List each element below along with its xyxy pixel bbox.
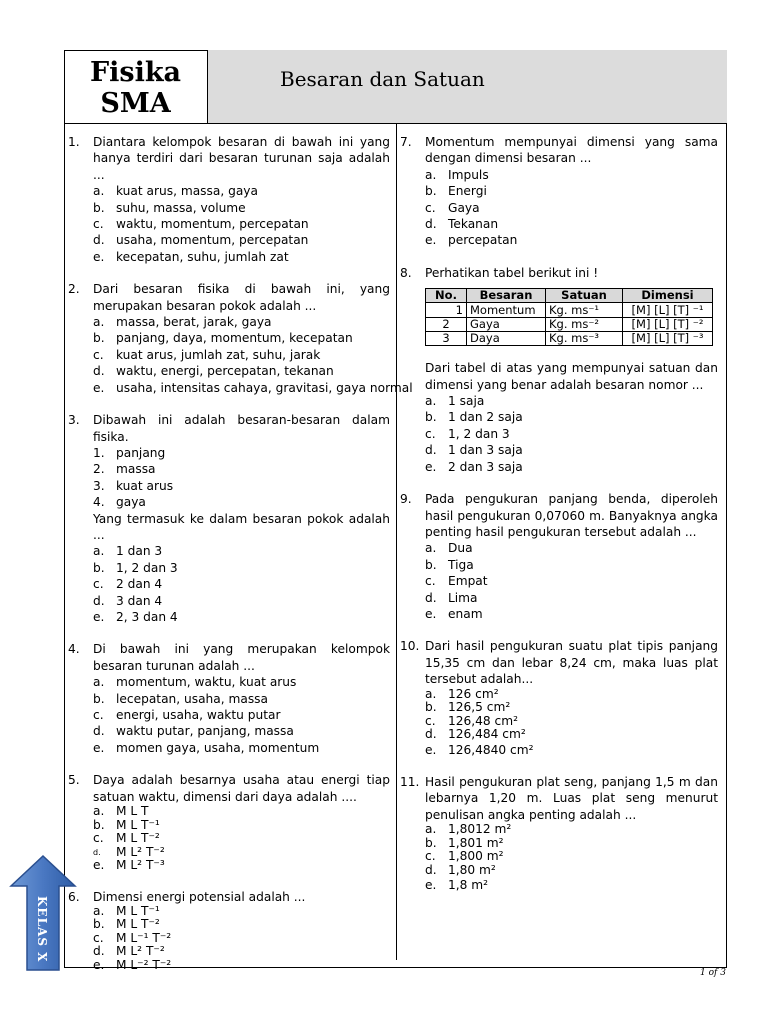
option-a: a. M L T⁻¹ [93,903,160,918]
question-stem: Dimensi energi potensial adalah ... [93,889,306,904]
question-number: 11. [400,774,420,789]
subject-title [64,50,208,124]
option-e: e. percepatan [425,233,518,248]
option-d: d. 1,80 m² [425,862,496,877]
question-11 [400,774,718,894]
option-c: c. energi, usaha, waktu putar [93,708,281,722]
table-header: Satuan [546,289,623,303]
option-d: d. M L² T⁻² [93,844,165,859]
option-b: b. M L T⁻² [93,917,160,932]
question-7 [400,134,718,249]
list-item: 3. kuat arus [93,478,174,493]
question-stem: Hasil pengukuran plat seng, panjang 1,5 m dan lebarnya 1,20 m. Luas plat seng menurut penulisan angka penting adalah ... [425,774,718,822]
option-b: b. 1,801 m² [425,835,504,850]
option-a: a. 126 cm² [425,686,499,701]
question-number: 2. [68,282,80,297]
option-e: e. 126,4840 cm² [425,742,534,757]
table-header: No. [426,289,467,303]
option-b: b. suhu, massa, volume [93,200,246,215]
option-a: a. momentum, waktu, kuat arus [93,675,297,690]
option-a: a. 1 saja [425,394,485,409]
question-stem: Momentum mempunyai dimensi yang sama dengan dimensi besaran ... [425,135,718,166]
table-row: 2 Gaya Kg. ms⁻² [M] [L] [T] ⁻² [426,318,713,332]
question-stem: Di bawah ini yang merupakan kelompok besaran turunan adalah ... [93,642,390,673]
option-c: c. M L T⁻² [93,831,160,846]
option-d: d. usaha, momentum, percepatan [93,233,309,248]
option-c: c. 1,800 m² [425,849,504,864]
question-stem-2: Yang termasuk ke dalam besaran pokok adalah ... [93,511,390,542]
question-number: 9. [400,492,412,507]
question-10 [400,638,718,758]
question-stem: Diantara kelompok besaran di bawah ini yang hanya terdiri dari besaran turunan saja adalah ... [93,135,390,182]
question-number: 10. [400,639,420,654]
question-stem: Daya adalah besarnya usaha atau energi tiap satuan waktu, dimensi dari daya adalah .... [93,773,390,804]
option-b: b. 126,5 cm² [425,700,511,715]
option-b: b. 1 dan 2 saja [425,410,523,425]
question-number: 6. [68,889,80,904]
option-d: d. M L² T⁻² [93,944,165,959]
question-3 [68,412,390,625]
list-item: 4. gaya [93,495,146,510]
question-9 [400,491,718,622]
list-item: 1. panjang [93,445,166,460]
option-d: d. 1 dan 3 saja [425,443,523,458]
option-c: c. Gaya [425,200,480,215]
question-number: 5. [68,773,80,788]
question-1 [68,134,390,265]
option-e: e. kecepatan, suhu, jumlah zat [93,249,289,264]
question-stem: Dari hasil pengukuran suatu plat tipis panjang 15,35 cm dan lebar 8,24 cm, maka luas plat tersebut adalah... [425,639,718,687]
option-b: b. Energi [425,184,487,199]
option-d: d. waktu, energi, percepatan, tekanan [93,364,334,379]
badge-text: KELAS X [35,896,49,963]
question-2 [68,281,413,396]
question-number: 4. [68,642,80,657]
option-e: e. 2, 3 dan 4 [93,609,178,624]
option-a: a. kuat arus, massa, gaya [93,184,258,199]
option-a: a. 1,8012 m² [425,822,512,837]
option-a: a. M L T [93,804,149,819]
table-header: Dimensi [623,289,713,303]
question-number: 7. [400,135,412,149]
question-number: 3. [68,413,80,428]
data-table [425,288,713,346]
option-a: a. Dua [425,541,473,556]
table-header: Besaran [467,289,546,303]
option-d: d. 126,484 cm² [425,727,526,742]
option-e: e. 1,8 m² [425,878,489,893]
option-c: c. waktu, momentum, percepatan [93,217,309,232]
option-e: e. M L⁻² T⁻² [93,957,172,972]
question-4 [68,641,390,756]
option-d: d. Lima [425,590,478,605]
table-row: 3 Daya Kg. ms⁻³ [M] [L] [T] ⁻³ [426,332,713,346]
option-c: c. 2 dan 4 [93,577,163,592]
option-b: b. panjang, daya, momentum, kecepatan [93,331,353,346]
option-a: a. massa, berat, jarak, gaya [93,315,272,330]
question-stem: Dari besaran fisika di bawah ini, yang merupakan besaran pokok adalah ... [93,282,390,313]
subject-line-2: SMA [100,88,171,119]
option-d: d. waktu putar, panjang, massa [93,724,294,739]
table-row: 1 Momentum Kg. ms⁻¹ [M] [L] [T] ⁻¹ [426,303,713,318]
kelas-badge [9,852,77,974]
option-c: c. 1, 2 dan 3 [425,426,510,441]
page-number: 1 of 3 [700,968,726,978]
right-column [400,134,718,910]
option-a: a. 1 dan 3 [93,544,163,559]
question-number: 1. [68,135,80,149]
question-5 [68,772,390,872]
option-b: b. M L T⁻¹ [93,817,160,832]
option-b: b. 1, 2 dan 3 [93,560,178,575]
option-c: c. Empat [425,574,488,589]
option-c: c. M L⁻¹ T⁻² [93,930,172,945]
question-stem-2: Dari tabel di atas yang mempunyai satuan dan dimensi yang benar adalah besaran nomor ... [425,361,718,392]
option-e: e. 2 dan 3 saja [425,459,523,474]
subject-line-1: Fisika [89,57,182,88]
option-e: e. enam [425,606,483,621]
question-number: 8. [400,265,412,280]
list-item: 2. massa [93,462,156,477]
question-6 [68,889,390,973]
question-stem: Perhatikan tabel berikut ini ! [425,265,599,280]
option-c: c. 126,48 cm² [425,713,518,728]
option-d: d. Tekanan [425,217,499,232]
option-a: a. Impuls [425,167,489,182]
table-header-row [426,289,713,303]
option-e: e. M L² T⁻³ [93,858,165,873]
option-c: c. kuat arus, jumlah zat, suhu, jarak [93,347,321,362]
topic-title: Besaran dan Satuan [208,50,727,124]
option-b: b. Tiga [425,557,474,572]
question-stem: Pada pengukuran panjang benda, diperoleh hasil pengukuran 0,07060 m. Banyaknya angka penting hasil pengukuran tersebut adalah ... [425,492,718,539]
question-8 [400,265,718,475]
option-b: b. lecepatan, usaha, massa [93,691,268,706]
column-divider [396,124,397,960]
question-stem: Dibawah ini adalah besaran-besaran dalam fisika. [93,413,390,444]
option-e: e. momen gaya, usaha, momentum [93,740,320,755]
option-d: d. 3 dan 4 [93,593,163,608]
option-e: e. usaha, intensitas cahaya, gravitasi, gaya normal [93,380,413,395]
